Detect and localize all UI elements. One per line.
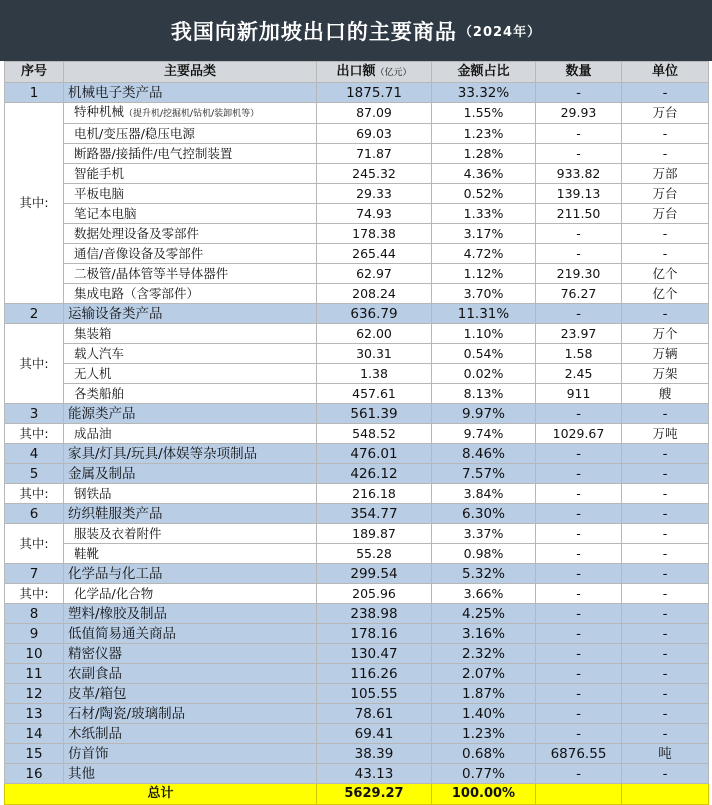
row-unit: - bbox=[622, 684, 709, 704]
row-name-text: 仿首饰 bbox=[68, 745, 109, 762]
row-qty: 933.82 bbox=[536, 164, 622, 184]
row-qty: - bbox=[536, 144, 622, 164]
row-name-text: 化学品与化工品 bbox=[68, 565, 163, 582]
row-amount: 29.33 bbox=[317, 184, 432, 204]
row-qty: - bbox=[536, 504, 622, 524]
subitem-row bbox=[5, 424, 709, 444]
row-seq-group: 其中: bbox=[5, 424, 64, 444]
row-amount: 636.79 bbox=[317, 304, 432, 324]
row-name bbox=[64, 83, 317, 103]
row-name bbox=[64, 644, 317, 664]
row-share: 0.54% bbox=[432, 344, 536, 364]
row-name bbox=[64, 764, 317, 784]
row-name-text: 钢铁品 bbox=[74, 485, 112, 501]
row-name-text: 运输设备类产品 bbox=[68, 305, 163, 322]
row-unit: - bbox=[622, 764, 709, 784]
row-seq: 1 bbox=[5, 83, 64, 103]
row-share: 1.23% bbox=[432, 724, 536, 744]
table-header-row bbox=[5, 62, 709, 83]
row-share: 3.84% bbox=[432, 484, 536, 504]
category-row bbox=[5, 304, 709, 324]
row-amount: 238.98 bbox=[317, 604, 432, 624]
row-unit: - bbox=[622, 83, 709, 103]
row-name-text: 其他 bbox=[68, 765, 95, 782]
row-amount: 30.31 bbox=[317, 344, 432, 364]
row-unit: - bbox=[622, 464, 709, 484]
row-share: 0.98% bbox=[432, 544, 536, 564]
row-unit: - bbox=[622, 724, 709, 744]
row-qty: 76.27 bbox=[536, 284, 622, 304]
row-seq: 11 bbox=[5, 664, 64, 684]
category-row bbox=[5, 404, 709, 424]
row-qty: - bbox=[536, 124, 622, 144]
row-name bbox=[64, 704, 317, 724]
row-unit: - bbox=[622, 484, 709, 504]
row-unit: 万架 bbox=[622, 364, 709, 384]
row-name bbox=[64, 384, 317, 404]
row-share: 3.37% bbox=[432, 524, 536, 544]
row-amount: 208.24 bbox=[317, 284, 432, 304]
row-name-text: 载人汽车 bbox=[74, 345, 125, 361]
row-unit: - bbox=[622, 664, 709, 684]
row-unit: - bbox=[622, 124, 709, 144]
page-title: 我国向新加坡出口的主要商品 bbox=[170, 19, 457, 44]
row-unit: 万吨 bbox=[622, 424, 709, 444]
row-unit: - bbox=[622, 404, 709, 424]
subitem-row bbox=[5, 344, 709, 364]
category-row bbox=[5, 684, 709, 704]
row-seq: 15 bbox=[5, 744, 64, 764]
row-unit: 亿个 bbox=[622, 284, 709, 304]
row-share: 0.68% bbox=[432, 744, 536, 764]
total-label: 总计 bbox=[5, 784, 317, 805]
row-amount: 74.93 bbox=[317, 204, 432, 224]
row-qty: - bbox=[536, 224, 622, 244]
row-name bbox=[64, 284, 317, 304]
row-name bbox=[64, 164, 317, 184]
row-share: 1.40% bbox=[432, 704, 536, 724]
row-share: 5.32% bbox=[432, 564, 536, 584]
row-name-text: 集成电路（含零部件） bbox=[74, 285, 200, 301]
row-name bbox=[64, 103, 317, 124]
row-unit: - bbox=[622, 244, 709, 264]
row-share: 0.52% bbox=[432, 184, 536, 204]
row-unit: 吨 bbox=[622, 744, 709, 764]
row-qty: 2.45 bbox=[536, 364, 622, 384]
row-share: 9.97% bbox=[432, 404, 536, 424]
total-share: 100.00% bbox=[432, 784, 536, 805]
row-amount: 116.26 bbox=[317, 664, 432, 684]
row-name bbox=[64, 464, 317, 484]
row-qty: - bbox=[536, 684, 622, 704]
row-name bbox=[64, 724, 317, 744]
row-name-text: 数据处理设备及零部件 bbox=[74, 225, 200, 241]
row-amount: 87.09 bbox=[317, 103, 432, 124]
row-qty: 219.30 bbox=[536, 264, 622, 284]
row-name-text: 能源类产品 bbox=[68, 405, 136, 422]
row-seq: 16 bbox=[5, 764, 64, 784]
row-qty: - bbox=[536, 83, 622, 103]
row-unit: - bbox=[622, 584, 709, 604]
row-share: 4.36% bbox=[432, 164, 536, 184]
row-unit: 万台 bbox=[622, 204, 709, 224]
subitem-row bbox=[5, 184, 709, 204]
row-qty: - bbox=[536, 724, 622, 744]
row-share: 1.28% bbox=[432, 144, 536, 164]
subitem-row bbox=[5, 144, 709, 164]
row-qty: - bbox=[536, 664, 622, 684]
row-unit: 艘 bbox=[622, 384, 709, 404]
row-name-text: 通信/音像设备及零部件 bbox=[74, 245, 204, 261]
row-name-note: （提升机/挖掘机/钻机/装卸机等） bbox=[124, 109, 260, 119]
row-amount: 548.52 bbox=[317, 424, 432, 444]
row-name-text: 集装箱 bbox=[74, 325, 112, 341]
row-name bbox=[64, 524, 317, 544]
category-row bbox=[5, 504, 709, 524]
row-amount: 205.96 bbox=[317, 584, 432, 604]
row-qty: - bbox=[536, 604, 622, 624]
subitem-row bbox=[5, 264, 709, 284]
row-share: 4.72% bbox=[432, 244, 536, 264]
row-qty: - bbox=[536, 624, 622, 644]
category-row bbox=[5, 83, 709, 103]
row-seq: 5 bbox=[5, 464, 64, 484]
row-qty: - bbox=[536, 304, 622, 324]
row-name-text: 精密仪器 bbox=[68, 645, 122, 662]
subitem-row bbox=[5, 244, 709, 264]
row-unit: - bbox=[622, 604, 709, 624]
category-row bbox=[5, 444, 709, 464]
subitem-row bbox=[5, 124, 709, 144]
page-title-year: （2024年） bbox=[458, 25, 542, 40]
row-share: 11.31% bbox=[432, 304, 536, 324]
row-unit: - bbox=[622, 544, 709, 564]
row-unit: - bbox=[622, 304, 709, 324]
header-amount bbox=[317, 62, 432, 83]
row-seq: 2 bbox=[5, 304, 64, 324]
row-amount: 245.32 bbox=[317, 164, 432, 184]
row-amount: 265.44 bbox=[317, 244, 432, 264]
row-unit: - bbox=[622, 624, 709, 644]
row-share: 33.32% bbox=[432, 83, 536, 103]
row-name-text: 机械电子类产品 bbox=[68, 84, 163, 101]
row-qty: - bbox=[536, 484, 622, 504]
row-amount: 71.87 bbox=[317, 144, 432, 164]
row-amount: 1875.71 bbox=[317, 83, 432, 103]
row-unit: 万部 bbox=[622, 164, 709, 184]
row-unit: - bbox=[622, 144, 709, 164]
row-name bbox=[64, 544, 317, 564]
row-name bbox=[64, 404, 317, 424]
row-seq: 7 bbox=[5, 564, 64, 584]
row-unit: - bbox=[622, 224, 709, 244]
category-row bbox=[5, 464, 709, 484]
row-share: 4.25% bbox=[432, 604, 536, 624]
row-unit: - bbox=[622, 644, 709, 664]
row-amount: 216.18 bbox=[317, 484, 432, 504]
row-seq-group: 其中: bbox=[5, 103, 64, 304]
row-unit: 万辆 bbox=[622, 344, 709, 364]
row-qty: - bbox=[536, 404, 622, 424]
row-share: 1.87% bbox=[432, 684, 536, 704]
row-seq-group: 其中: bbox=[5, 324, 64, 404]
row-name-text: 二极管/晶体管等半导体器件 bbox=[74, 265, 229, 281]
row-amount: 178.16 bbox=[317, 624, 432, 644]
subitem-row bbox=[5, 224, 709, 244]
row-name-text: 无人机 bbox=[74, 365, 112, 381]
row-name-text: 各类船舶 bbox=[74, 385, 125, 401]
category-row bbox=[5, 744, 709, 764]
row-qty: 1.58 bbox=[536, 344, 622, 364]
row-name bbox=[64, 204, 317, 224]
row-qty: - bbox=[536, 464, 622, 484]
row-share: 3.17% bbox=[432, 224, 536, 244]
row-amount: 354.77 bbox=[317, 504, 432, 524]
row-name-text: 家具/灯具/玩具/体娱等杂项制品 bbox=[68, 445, 258, 462]
row-name bbox=[64, 684, 317, 704]
row-seq: 3 bbox=[5, 404, 64, 424]
header-name: 主要品类 bbox=[64, 62, 317, 83]
row-amount: 457.61 bbox=[317, 384, 432, 404]
row-seq-group: 其中: bbox=[5, 524, 64, 564]
row-seq: 8 bbox=[5, 604, 64, 624]
row-name bbox=[64, 364, 317, 384]
row-unit: - bbox=[622, 564, 709, 584]
subitem-row bbox=[5, 324, 709, 344]
row-amount: 476.01 bbox=[317, 444, 432, 464]
subitem-row bbox=[5, 544, 709, 564]
row-seq: 6 bbox=[5, 504, 64, 524]
row-share: 2.07% bbox=[432, 664, 536, 684]
row-qty: - bbox=[536, 524, 622, 544]
row-share: 0.77% bbox=[432, 764, 536, 784]
category-row bbox=[5, 604, 709, 624]
row-amount: 178.38 bbox=[317, 224, 432, 244]
row-unit: 万台 bbox=[622, 103, 709, 124]
row-name-text: 笔记本电脑 bbox=[74, 205, 137, 221]
row-name-text: 纺织鞋服类产品 bbox=[68, 505, 163, 522]
row-share: 9.74% bbox=[432, 424, 536, 444]
row-qty: - bbox=[536, 444, 622, 464]
subitem-row bbox=[5, 103, 709, 124]
row-amount: 78.61 bbox=[317, 704, 432, 724]
row-seq: 14 bbox=[5, 724, 64, 744]
subitem-row bbox=[5, 484, 709, 504]
row-qty: - bbox=[536, 244, 622, 264]
row-share: 3.70% bbox=[432, 284, 536, 304]
row-name bbox=[64, 484, 317, 504]
row-qty: 6876.55 bbox=[536, 744, 622, 764]
row-amount: 130.47 bbox=[317, 644, 432, 664]
row-name bbox=[64, 324, 317, 344]
row-unit: 万台 bbox=[622, 184, 709, 204]
row-amount: 69.03 bbox=[317, 124, 432, 144]
row-name bbox=[64, 264, 317, 284]
row-share: 3.66% bbox=[432, 584, 536, 604]
row-name-text: 服装及衣着附件 bbox=[74, 525, 162, 541]
row-share: 1.10% bbox=[432, 324, 536, 344]
category-row bbox=[5, 704, 709, 724]
row-qty: 29.93 bbox=[536, 103, 622, 124]
row-name bbox=[64, 564, 317, 584]
row-name-text: 鞋靴 bbox=[74, 545, 100, 561]
row-amount: 62.00 bbox=[317, 324, 432, 344]
row-amount: 426.12 bbox=[317, 464, 432, 484]
row-name-text: 石材/陶瓷/玻璃制品 bbox=[68, 705, 186, 722]
title-bar bbox=[0, 0, 712, 61]
subitem-row bbox=[5, 584, 709, 604]
row-name-text: 低值简易通关商品 bbox=[68, 625, 176, 642]
row-unit: - bbox=[622, 704, 709, 724]
row-name-text: 特种机械 bbox=[74, 104, 125, 119]
row-name bbox=[64, 664, 317, 684]
row-name bbox=[64, 624, 317, 644]
row-seq-group: 其中: bbox=[5, 584, 64, 604]
subitem-row bbox=[5, 384, 709, 404]
header-unit: 单位 bbox=[622, 62, 709, 83]
row-qty: 911 bbox=[536, 384, 622, 404]
row-share: 8.46% bbox=[432, 444, 536, 464]
row-amount: 43.13 bbox=[317, 764, 432, 784]
row-seq-group: 其中: bbox=[5, 484, 64, 504]
row-amount: 55.28 bbox=[317, 544, 432, 564]
row-name bbox=[64, 124, 317, 144]
row-name-text: 塑料/橡胶及制品 bbox=[68, 605, 168, 622]
row-name bbox=[64, 144, 317, 164]
row-qty: - bbox=[536, 704, 622, 724]
row-amount: 299.54 bbox=[317, 564, 432, 584]
row-share: 1.55% bbox=[432, 103, 536, 124]
row-qty: 211.50 bbox=[536, 204, 622, 224]
row-seq: 4 bbox=[5, 444, 64, 464]
category-row bbox=[5, 764, 709, 784]
row-amount: 62.97 bbox=[317, 264, 432, 284]
row-seq: 13 bbox=[5, 704, 64, 724]
category-row bbox=[5, 724, 709, 744]
row-unit: - bbox=[622, 504, 709, 524]
row-name bbox=[64, 424, 317, 444]
row-name bbox=[64, 444, 317, 464]
row-name-text: 农副食品 bbox=[68, 665, 122, 682]
row-qty: - bbox=[536, 584, 622, 604]
row-name bbox=[64, 244, 317, 264]
row-name-text: 平板电脑 bbox=[74, 185, 125, 201]
table-body bbox=[5, 83, 709, 784]
row-name bbox=[64, 604, 317, 624]
row-amount: 1.38 bbox=[317, 364, 432, 384]
row-name bbox=[64, 584, 317, 604]
row-share: 6.30% bbox=[432, 504, 536, 524]
row-name-text: 化学品/化合物 bbox=[74, 585, 154, 601]
row-name-text: 成品油 bbox=[74, 425, 112, 441]
header-amount-unit: （亿元） bbox=[375, 67, 412, 78]
row-qty: - bbox=[536, 544, 622, 564]
row-name bbox=[64, 744, 317, 764]
row-share: 3.16% bbox=[432, 624, 536, 644]
row-qty: 1029.67 bbox=[536, 424, 622, 444]
row-name-text: 智能手机 bbox=[74, 165, 125, 181]
subitem-row bbox=[5, 204, 709, 224]
row-share: 1.33% bbox=[432, 204, 536, 224]
row-name bbox=[64, 224, 317, 244]
row-seq: 12 bbox=[5, 684, 64, 704]
row-name bbox=[64, 184, 317, 204]
subitem-row bbox=[5, 524, 709, 544]
row-unit: 万个 bbox=[622, 324, 709, 344]
total-amount: 5629.27 bbox=[317, 784, 432, 805]
row-qty: - bbox=[536, 764, 622, 784]
subitem-row bbox=[5, 164, 709, 184]
row-share: 0.02% bbox=[432, 364, 536, 384]
row-amount: 105.55 bbox=[317, 684, 432, 704]
row-qty: - bbox=[536, 644, 622, 664]
row-name-text: 电机/变压器/稳压电源 bbox=[74, 125, 195, 141]
row-name-text: 断路器/接插件/电气控制装置 bbox=[74, 145, 233, 161]
subitem-row bbox=[5, 284, 709, 304]
subitem-row bbox=[5, 364, 709, 384]
row-qty: 23.97 bbox=[536, 324, 622, 344]
export-table bbox=[4, 61, 709, 805]
row-unit: 亿个 bbox=[622, 264, 709, 284]
header-seq: 序号 bbox=[5, 62, 64, 83]
category-row bbox=[5, 644, 709, 664]
row-name bbox=[64, 304, 317, 324]
row-amount: 38.39 bbox=[317, 744, 432, 764]
row-qty: - bbox=[536, 564, 622, 584]
row-share: 1.12% bbox=[432, 264, 536, 284]
row-name bbox=[64, 504, 317, 524]
row-name bbox=[64, 344, 317, 364]
row-share: 2.32% bbox=[432, 644, 536, 664]
row-unit: - bbox=[622, 444, 709, 464]
category-row bbox=[5, 664, 709, 684]
header-qty: 数量 bbox=[536, 62, 622, 83]
row-seq: 10 bbox=[5, 644, 64, 664]
header-amount-label: 出口额 bbox=[336, 63, 376, 79]
row-name-text: 木纸制品 bbox=[68, 725, 122, 742]
row-amount: 69.41 bbox=[317, 724, 432, 744]
row-seq: 9 bbox=[5, 624, 64, 644]
header-share: 金额占比 bbox=[432, 62, 536, 83]
row-share: 7.57% bbox=[432, 464, 536, 484]
row-unit: - bbox=[622, 524, 709, 544]
category-row bbox=[5, 564, 709, 584]
row-amount: 189.87 bbox=[317, 524, 432, 544]
row-qty: 139.13 bbox=[536, 184, 622, 204]
row-share: 1.23% bbox=[432, 124, 536, 144]
category-row bbox=[5, 624, 709, 644]
row-share: 8.13% bbox=[432, 384, 536, 404]
row-name-text: 金属及制品 bbox=[68, 465, 136, 482]
row-name-text: 皮革/箱包 bbox=[68, 685, 127, 702]
row-amount: 561.39 bbox=[317, 404, 432, 424]
